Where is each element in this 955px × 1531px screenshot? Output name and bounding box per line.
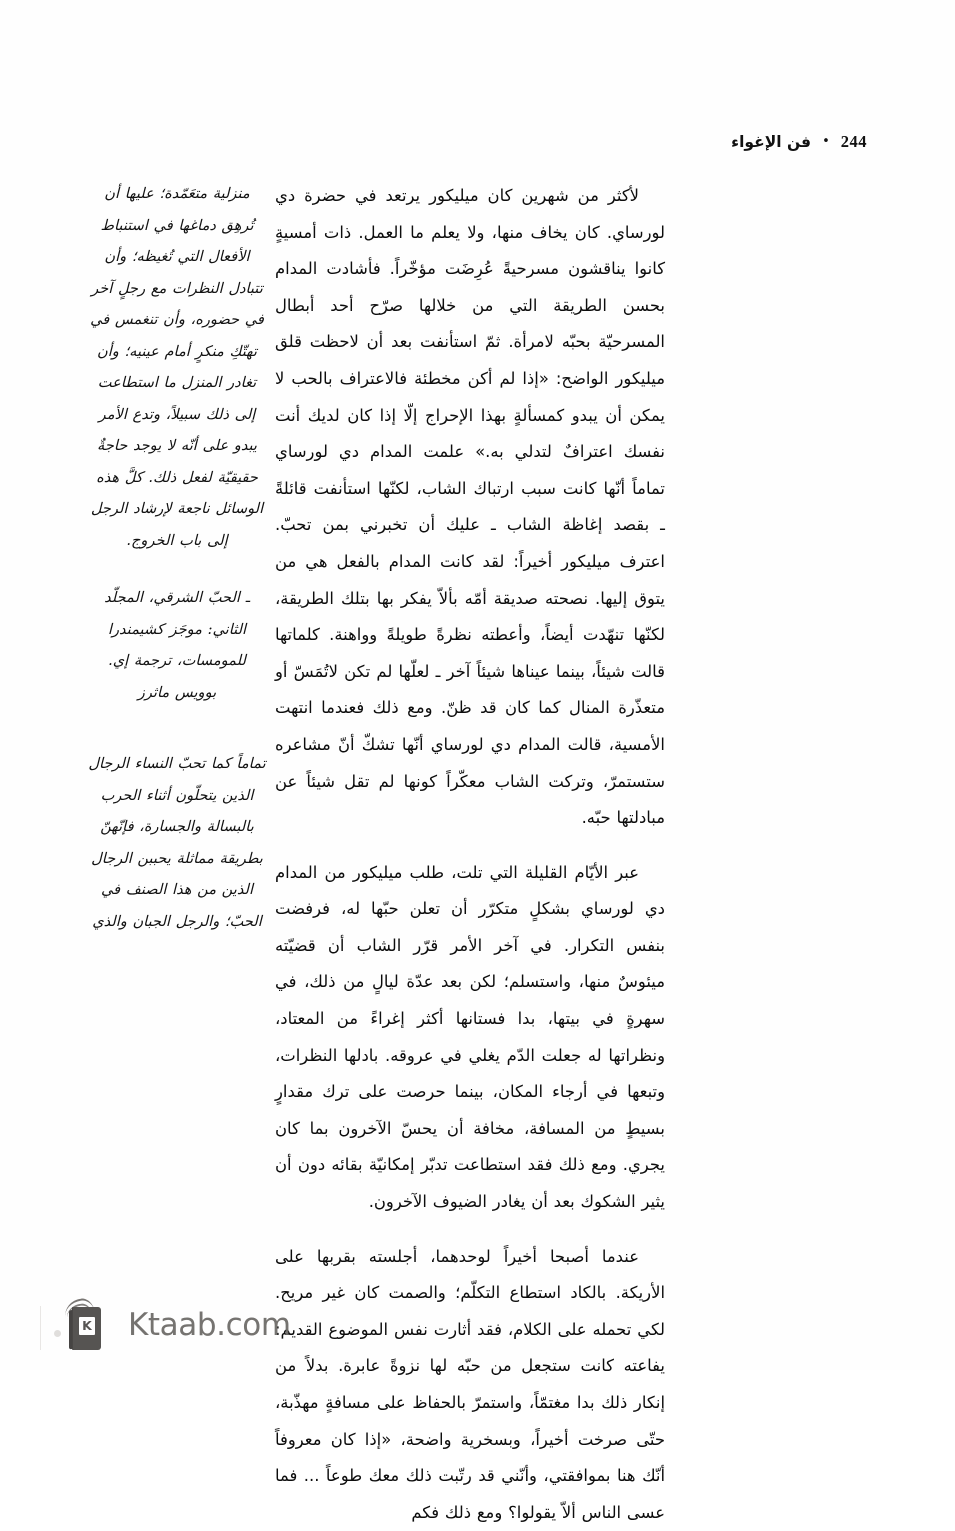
margin-note-quote-two: تماماً كما تحبّ النساء الرجال الذين يتحلّون أثناء الحرب بالبسالة والجسارة، فإنّهنّ بطريقة مماثلة يحببن الرجال الذين من هذا الصنف في الحبّ؛ والرجل الجبان والذي [88, 755, 266, 930]
site-watermark[interactable] [62, 1298, 291, 1352]
header-separator-dot: • [822, 134, 830, 149]
watermark-badge-letter: K [79, 1317, 95, 1335]
page-number: 244 [840, 132, 867, 151]
book-icon [62, 1298, 114, 1352]
margin-note-column [87, 178, 267, 937]
margin-note-quote: منزلية متعَمّدة؛ عليها أن تُرهِق دماغها في استنباط الأفعال التي تُغيظه؛ وأن تتبادل النظرات مع رجلٍ آخر في حضوره، وأن تنغمس في تهتّكِ منكرٍ أمام عينيه؛ وأن تغادر المنزل ما استطاعت إلى ذلك سبيلاً، وتدع الأمر يبدو على أنّه لا يوجد حاجةٌ حقيقيّة لفعل ذلك. كلَّ هذه الوسائل ناجعة لإرشاد الرجل إلى باب الخروج. [90, 185, 264, 549]
main-text-column [275, 178, 665, 1531]
margin-note-citation: ـ الحبّ الشرقي، المجلّد الثاني: موجَز كشيمندرا للمومسات، ترجمة إي. بوويس ماثرز [104, 589, 250, 701]
body-paragraph-1: لأكثر من شهرين كان ميليكور يرتعد في حضرة دي لورساي. كان يخاف منها، ولا يعلم ما العمل. ذات أمسيةٍ كانوا يناقشون مسرحيةً عُرِضَت مؤخّراً. فأشادت المدام بحسن الطريقة التي من خلالها صرّح أحد أبطال المسرحيّة بحبّه لامرأة. ثمّ استأنفت بعد أن لاحظت قلق ميليكور الواضح: «إذا لم أكن مخطئة فالاعتراف بالحب لا يمكن أن يبدو كمسألةٍ بهذا الإحراج إلّا إذا كان لديك أنت نفسك اعترافٌ لتدلي به.» علمت المدام دي لورساي تماماً أنّها كانت سبب ارتباك الشاب، لكنّها استأنفت قائلةً ـ بقصد إغاظة الشاب ـ عليك أن تخبرني بمن تحبّ. اعترف ميليكور أخيراً: لقد كانت المدام بالفعل هي من يتوق إليها. نصحته صديقة أمّه بألاّ يفكر بها بتلك الطريقة، لكنّها تنهّدت أيضاً، وأعطته نظرةً طويلةً وواهنة. كلماتها قالت شيئاً، بينما عيناها شيئاً آخر ـ لعلّها لم تكن لاتُمَسّ أو متعذّرة المنال كما كان قد ظنّ. ومع ذلك فعندما انتهت الأمسية، قالت المدام دي لورساي أنّها تشكّ أنّ مشاعره ستستمرّ، وتركت الشاب معكّراً كونها لم تقل شيئاً عن مبادلتها حبّه. [275, 186, 665, 828]
body-paragraph-2: عبر الأيّام القليلة التي تلت، طلب ميليكور من المدام دي لورساي بشكلٍ متكرّر أن تعلن حبّها له، فرفضت بنفس التكرار. في آخر الأمر قرّر الشاب أن قضيّته ميئوسٌ منها، واستسلم؛ لكن بعد عدّة ليالٍ من ذلك، في سهرةٍ في بيتها، بدا فستانها أكثر إغراءً من المعتاد، ونظراتها له جعلت الدّم يغلي في عروقه. بادلها النظرات، وتبعها في أرجاء المكان، بينما حرصت على ترك مقدارٍ بسيطٍ من المسافة، مخافة أن يحسّ الآخرون بما كان يجري. ومع ذلك فقد استطاعت تدبّر إمكانيّة بقائه دون أن يثير الشكوك بعد أن يغادر الضيوف الآخرون. [275, 862, 665, 1212]
page-header [447, 132, 867, 152]
page-edge-rule [40, 1306, 41, 1350]
watermark-dot [54, 1330, 61, 1337]
book-title: فن الإغواء [731, 133, 812, 151]
watermark-label: Ktaab.com [128, 1306, 291, 1343]
body-paragraph-3: عندما أصبحا أخيراً لوحدهما، أجلسته بقربها على الأريكة. بالكاد استطاع التكلّم؛ والصمت كان غير مريح. لكي تحمله على الكلام، فقد أثارت نفس الموضوع القديم: يفاعته كانت ستجعل من حبّه لها نزوةً عابرة. بدلاً من إنكار ذلك بدا مغتمّاً، واستمرّ بالحفاظ على مسافةٍ مهذّبة، حتّى صرخت أخيراً، وبسخرية واضحة، «إذا كان معروفاً أنّك هنا بموافقتي، وأنّني قد رتّبت ذلك معك طوعاً ... فما عسى الناس ألاّ يقولوا؟ ومع ذلك فكم [275, 1246, 665, 1522]
